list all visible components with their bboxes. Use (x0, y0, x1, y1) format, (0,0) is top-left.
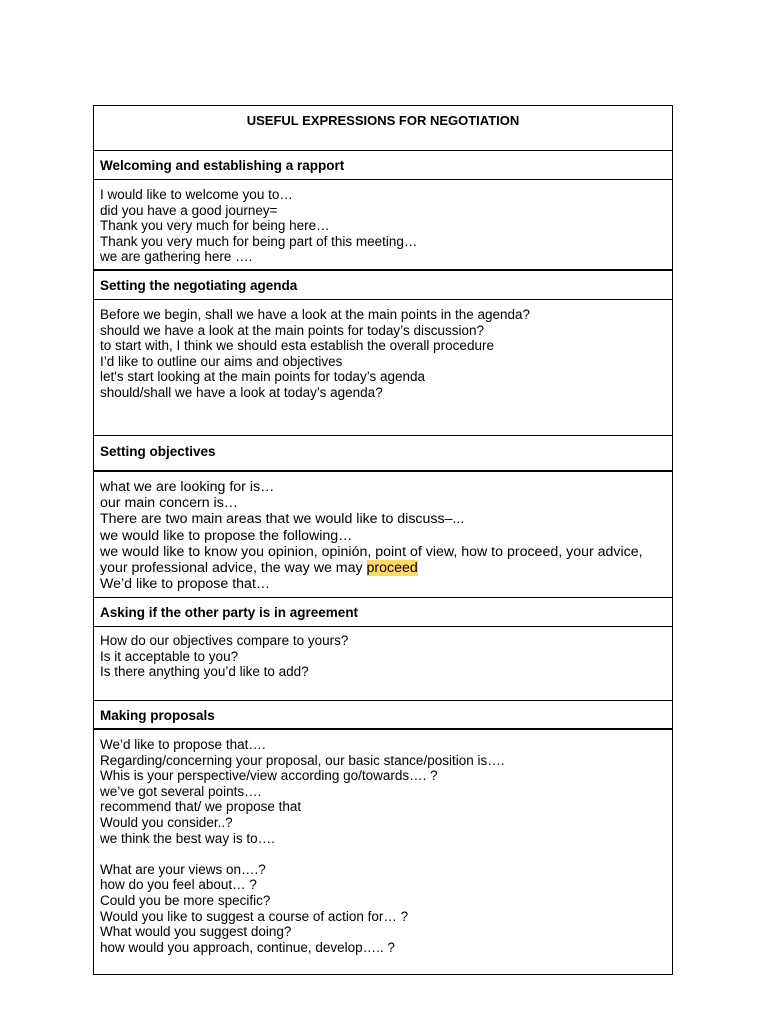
expression-line: Thank you very much for being here… (100, 218, 330, 234)
section-content-welcoming (94, 180, 672, 271)
expression-line: we would like to propose the following… (100, 527, 353, 544)
expression-line: how do you feel about… ? (100, 877, 257, 893)
expression-line: should we have a look at the main points for today’s discussion? (100, 322, 484, 338)
section-content-agreement (94, 627, 672, 701)
expression-line: to start with, I think we should esta establish the overall procedure (100, 338, 494, 354)
section-heading-welcoming (94, 151, 672, 180)
expression-line: We’d like to propose that…. (100, 737, 266, 752)
expression-line: we think the best way is to…. (100, 830, 275, 846)
section-heading-agreement (94, 598, 672, 627)
expression-line: Would you like to suggest a course of action for… ? (100, 908, 409, 924)
expression-line: did you have a good journey= (100, 202, 278, 218)
expression-line: Could you be more specific? (100, 892, 271, 908)
expression-line: Before we begin, shall we have a look at the main points in the agenda? (100, 307, 531, 322)
expression-line: I would like to welcome you to… (100, 187, 293, 202)
section-content-agenda (94, 300, 672, 436)
expression-line: let's start looking at the main points for today’s agenda (100, 369, 426, 385)
section-content-objectives (94, 472, 672, 598)
expression-line: Regarding/concerning your proposal, our basic stance/position is…. (100, 752, 505, 768)
expression-line-with-highlight (100, 560, 666, 576)
expression-line: what we are looking for is… (100, 479, 275, 495)
expression-line: should/shall we have a look at today’s agenda? (100, 384, 383, 400)
section-heading-text: Asking if the other party is in agreement (100, 605, 359, 620)
expression-line: recommend that/ we propose that (100, 799, 302, 815)
section-heading-proposals (94, 701, 672, 730)
expression-line: Is it acceptable to you? (100, 648, 239, 664)
section-heading-objectives (94, 436, 672, 472)
expression-line: we are gathering here …. (100, 249, 253, 265)
section-heading-text: Setting objectives (100, 444, 216, 459)
expression-line: I’d like to outline our aims and objectives (100, 353, 343, 369)
expression-line: There are two main areas that we would like to discuss–... (100, 511, 465, 528)
section-heading-text: Making proposals (100, 708, 215, 723)
paragraph-gap (100, 846, 666, 862)
expression-line: Thank you very much for being part of this meeting… (100, 233, 418, 249)
expression-line: What are your views on….? (100, 861, 266, 877)
document-title (94, 106, 672, 151)
expression-line: our main concern is… (100, 495, 238, 512)
expression-line: What would you suggest doing? (100, 924, 292, 940)
expression-line: We’d like to propose that… (100, 576, 271, 593)
section-heading-agenda (94, 271, 672, 300)
expression-line: How do our objectives compare to yours? (100, 633, 349, 648)
expression-line: we would like to know you opinion, opinión, point of view, how to proceed, your advice, (100, 543, 643, 560)
expression-line: how would you approach, continue, develop….. ? (100, 939, 395, 955)
section-heading-text: Setting the negotiating agenda (100, 278, 298, 293)
expression-line: Would you consider..? (100, 814, 233, 830)
expressions-table (93, 105, 673, 975)
section-heading-text: Welcoming and establishing a rapport (100, 158, 345, 173)
expression-line: Is there anything you’d like to add? (100, 664, 309, 680)
expression-line-text: your professional advice, the way we may (100, 560, 367, 577)
expression-line: Whis is your perspective/view according go/towards…. ? (100, 768, 438, 784)
highlighted-word: proceed (366, 560, 418, 577)
expression-line: we’ve got several points…. (100, 783, 262, 799)
section-content-proposals (94, 730, 672, 974)
document-title-text: USEFUL EXPRESSIONS FOR NEGOTIATION (246, 113, 520, 128)
